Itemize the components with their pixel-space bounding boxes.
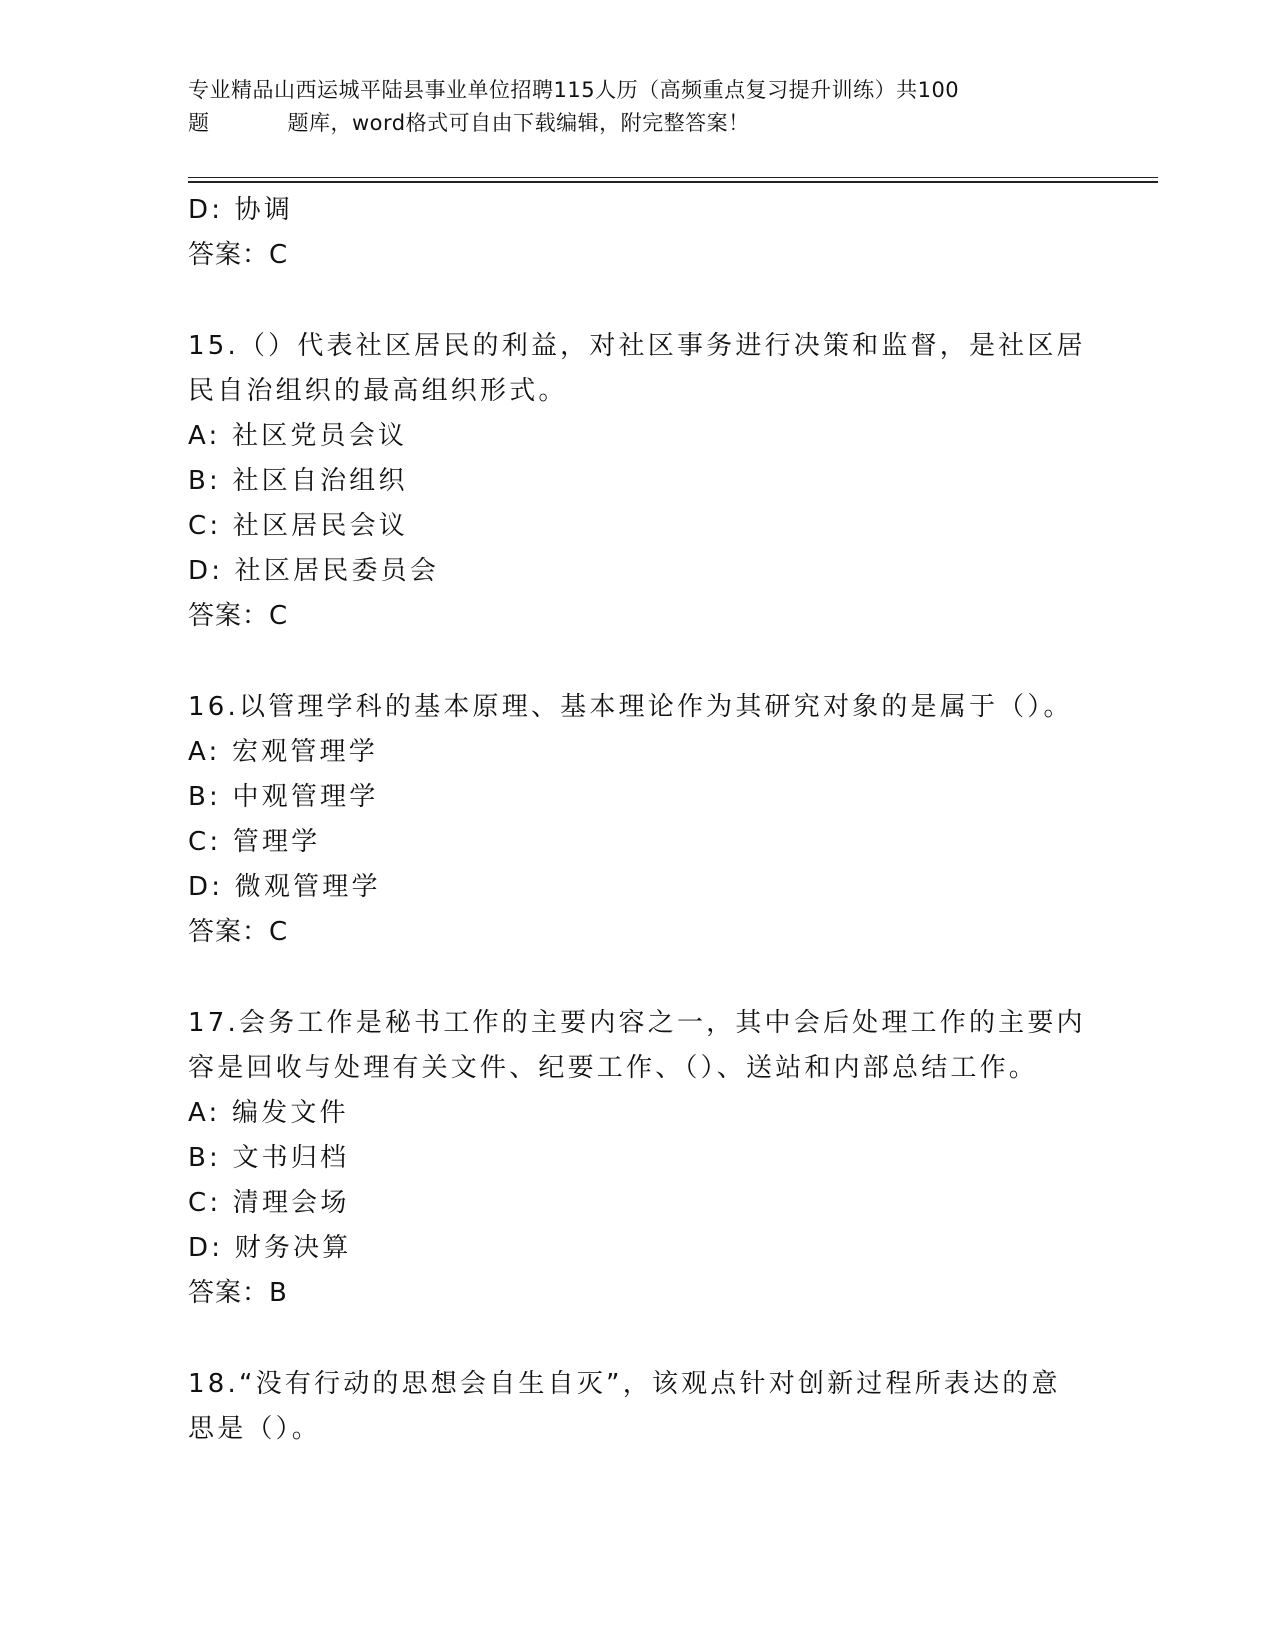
option-d: D: 社区居民委员会: [188, 556, 440, 586]
option-d: D: 协调: [188, 195, 294, 225]
option-b: B: 社区自治组织: [188, 466, 408, 496]
question-text-line: 16.以管理学科的基本原理、基本理论作为其研究对象的是属于（）。: [188, 692, 1073, 722]
header-gap: [210, 107, 288, 140]
option-d: D: 微观管理学: [188, 872, 381, 902]
question-16: [188, 685, 1088, 955]
question-spacer: [188, 1316, 1088, 1362]
answer: 答案：C: [188, 601, 289, 631]
option-b: B: 文书归档: [188, 1143, 350, 1173]
option-c: C: 清理会场: [188, 1188, 350, 1218]
header-title-line-2: [188, 107, 1088, 140]
answer: 答案：C: [188, 917, 289, 947]
question-list: [188, 188, 1088, 1452]
header-title-line-1: 专业精品山西运城平陆县事业单位招聘115人历（高频重点复习提升训练）共100: [188, 78, 960, 102]
question-text-line: 思是（）。: [188, 1414, 322, 1444]
question-text-line: 17.会务工作是秘书工作的主要内容之一，其中会后处理工作的主要内: [188, 1008, 1086, 1038]
option-a: A: 宏观管理学: [188, 737, 378, 767]
question-17: [188, 1001, 1088, 1316]
page-header: [188, 74, 1088, 140]
question-spacer: [188, 955, 1088, 1001]
header-line-2-left: 题: [188, 111, 210, 135]
option-c: C: 社区居民会议: [188, 511, 408, 541]
question-14-tail: [188, 188, 1088, 278]
option-a: A: 社区党员会议: [188, 421, 408, 451]
option-a: A: 编发文件: [188, 1098, 349, 1128]
question-spacer: [188, 278, 1088, 324]
answer: 答案：C: [188, 240, 289, 270]
question-text-line: 民自治组织的最高组织形式。: [188, 376, 568, 406]
answer: 答案：B: [188, 1278, 288, 1308]
question-18: [188, 1362, 1088, 1452]
question-text-line: 容是回收与处理有关文件、纪要工作、（）、送站和内部总结工作。: [188, 1053, 1039, 1083]
option-b: B: 中观管理学: [188, 782, 379, 812]
header-divider: [188, 177, 1158, 183]
option-c: C: 管理学: [188, 827, 321, 857]
option-d: D: 财务决算: [188, 1233, 352, 1263]
question-spacer: [188, 639, 1088, 685]
question-text-line: 18.“没有行动的思想会自生自灭”，该观点针对创新过程所表达的意: [188, 1369, 1061, 1399]
header-line-2-right: 题库，word格式可自由下载编辑，附完整答案！: [287, 111, 750, 135]
question-15: [188, 324, 1088, 639]
question-text-line: 15.（）代表社区居民的利益，对社区事务进行决策和监督，是社区居: [188, 331, 1086, 361]
